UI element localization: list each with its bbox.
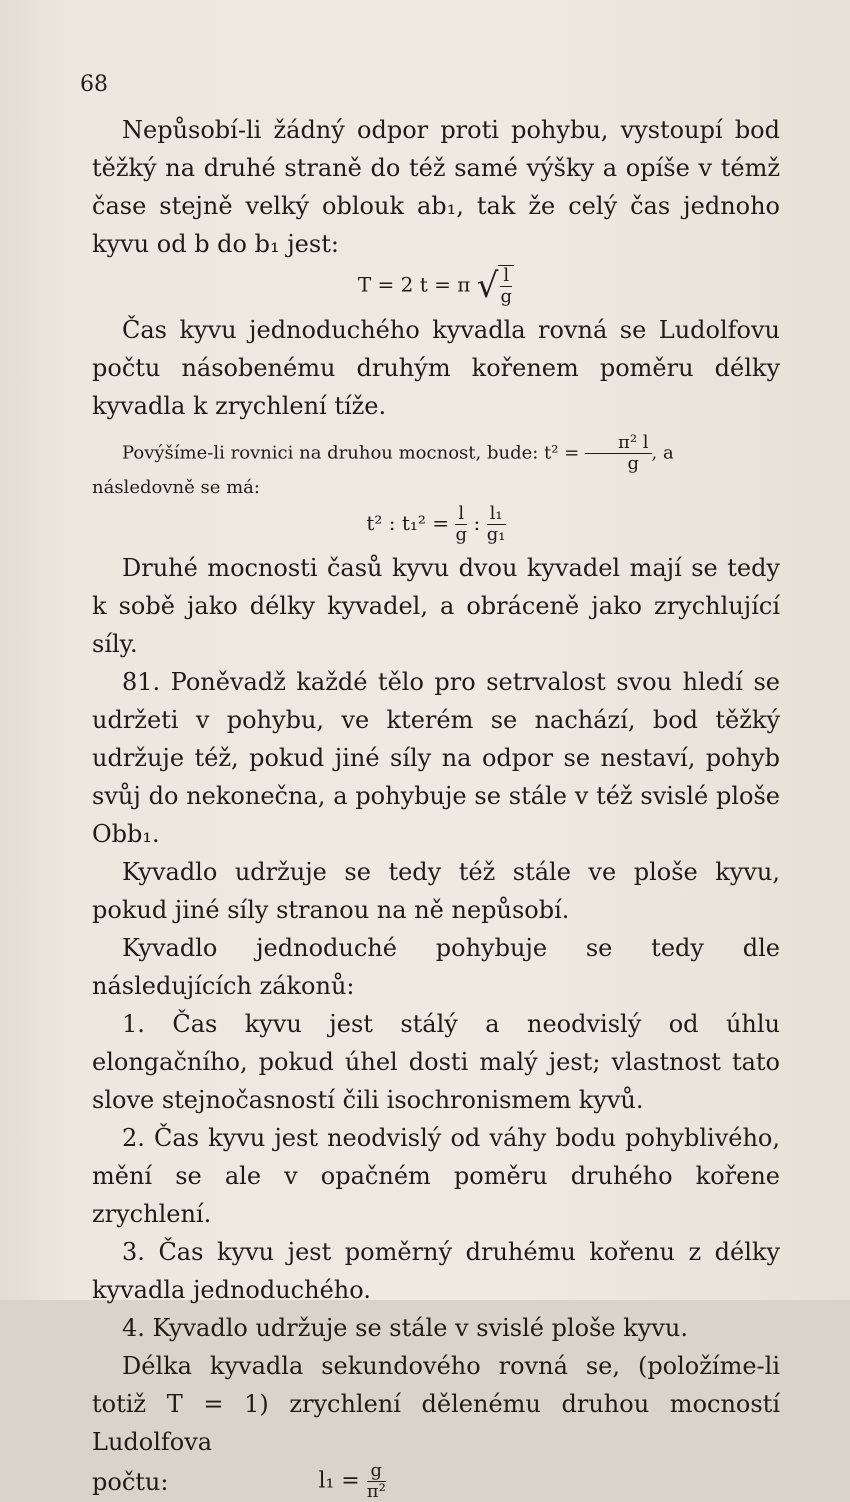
fraction-pi2l-g: $\frac{\text{π² l}}{g}$ [585,433,652,474]
paragraph-7: Kyvadlo jednoduché pohybuje se tedy dle následujících zákonů: [92,934,780,1000]
paragraph-3 [92,433,780,502]
paragraph-8: Délka kyvadla sekundového rovná se, (položíme-li totiž T = 1) zrychlení dělenému druhou mocností Ludolfova [92,1352,780,1456]
paragraph-4: Druhé mocnosti časů kyvu dvou kyvadel mají se tedy k sobě jako délky kyvadel, a obráceně jako zrychlující síly. [92,554,780,658]
fraction-l-g-1: $\frac{l}{g}$ [455,503,468,545]
law-1: 1. Čas kyvu jest stálý a neodvislý od úhlu elongačního, pokud úhel dosti malý jest; vlastnost tato slove stejnočasností čili isochronismem kyvů. [92,1010,780,1114]
paragraph-8-end: počtu: [92,1467,169,1496]
law-3: 3. Čas kyvu jest poměrný druhému kořenu z délky kyvadla jednoduchého. [92,1238,780,1304]
formula-period [92,265,780,307]
page-number: 68 [80,72,108,97]
paragraph-3-text: Povýšíme-li rovnici na druhou mocnost, bude: t² = [122,442,580,464]
paragraph-3-tail: , a následovně se má: [92,442,674,498]
formula-period-lhs: T = 2 t = π [357,272,471,297]
fraction-l-g: $\frac{l}{g}$ [500,265,513,307]
fraction-l1-g1: $\frac{\text{l₁}}{\text{g₁}}$ [486,503,506,545]
law-4: 4. Kyvadlo udržuje se stále v svislé ploše kyvu. [122,1314,689,1342]
formula-seconds-pendulum [318,1461,385,1502]
law-2: 2. Čas kyvu jest neodvislý od váhy bodu pohyblivého, mění se ale v opačném poměru druhého kořene zrychlení. [92,1124,780,1228]
paragraph-2: Čas kyvu jednoduchého kyvadla rovná se Ludolfovu počtu násobenému druhým kořenem poměru délky kyvadla k zrychlení tíže. [92,316,780,420]
sqrt-sign: √ $\frac{l}{g}$ [477,265,514,307]
formula-seconds-lhs: l₁ = [318,1468,360,1494]
paragraph-6: Kyvadlo udržuje se tedy též stále ve ploše kyvu, pokud jiné síly stranou na ně nepůsobí. [92,858,780,924]
fraction-g-pi2: $\frac{g}{\text{π²}}$ [366,1460,386,1502]
paragraph-1: Nepůsobí-li žádný odpor proti pohybu, vystoupí bod těžký na druhé straně do též samé výšky a opíše v témž čase stejně velký oblouk ab₁, tak že celý čas jednoho kyvu od b do b₁ jest: [92,116,780,258]
formula-ratio-lhs: t² : t₁² = [366,511,450,535]
formula-ratio-colon: : [473,511,481,535]
seconds-pendulum-line [92,1461,780,1502]
paragraph-5: 81. Poněvadž každé tělo pro setrvalost svou hledí se udržeti v pohybu, ve kterém se nachází, bod těžký udržuje též, pokud jiné síly na odpor se nestaví, pohyb svůj do nekonečna, a pohybuje se stále v též svislé ploše Obb₁. [92,668,780,848]
formula-ratio [92,504,780,545]
